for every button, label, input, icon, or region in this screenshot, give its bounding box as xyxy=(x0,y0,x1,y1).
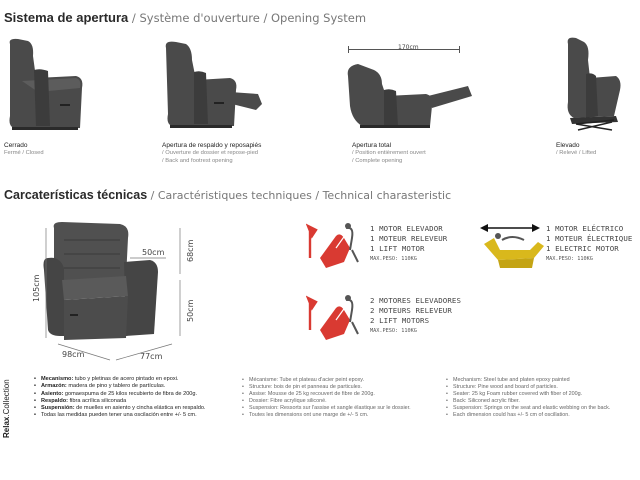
brand-logo xyxy=(2,379,11,438)
brand-bold: Relax xyxy=(2,416,11,438)
spec-es-frame: • Armazón: madera de pino y tablero de partículas. xyxy=(34,383,210,390)
specs-french xyxy=(242,377,412,419)
position-full-sub1: / Position entièrement ouvert xyxy=(352,150,426,156)
position-closed-sub1: Fermé / Closed xyxy=(4,150,44,156)
specs-spanish xyxy=(34,376,210,420)
chair-partial-open-image xyxy=(160,38,270,130)
technical-title xyxy=(4,188,451,202)
double-lift-motor-icon xyxy=(306,290,364,344)
electric-motor-line-en: 1 ELECTRIC MOTOR xyxy=(546,244,619,253)
total-height-label: 105cm xyxy=(32,274,41,302)
dimension-tick-right xyxy=(459,46,460,53)
spec-fr-back: • Dossier: Fibre acrylique siliconé. xyxy=(242,398,412,405)
electric-motor-weight: MAX.PESO: 110KG xyxy=(546,256,593,262)
opening-width-label: 170cm xyxy=(398,44,419,51)
position-lifted-sub1: / Relevé / Lifted xyxy=(556,150,597,156)
spec-en-back: • Back: Siliconed acrylic fiber. xyxy=(446,398,624,405)
seat-height-label: 50cm xyxy=(186,299,195,322)
spec-fr-structure: • Structure: bois de pin et panneau de particules. xyxy=(242,384,412,391)
width-label: 77cm xyxy=(140,352,163,361)
position-closed-title: Cerrado xyxy=(4,142,28,149)
position-full-sub2: / Complete opening xyxy=(352,158,403,164)
double-lift-motor-text xyxy=(370,296,461,334)
single-lift-motor-text xyxy=(370,224,447,262)
chair-lifted-image xyxy=(556,34,640,132)
position-partial-sub1: / Ouverture de dossier et repose-pied xyxy=(162,150,259,156)
electric-motor-text xyxy=(546,224,632,262)
electric-motor-line-fr: 1 MOTEUR ÉLECTRIQUE xyxy=(546,234,633,243)
back-height-label: 68cm xyxy=(186,239,195,262)
chair-full-open-image xyxy=(346,56,476,130)
spec-en-structure: • Structure: Pine wood and board of particles. xyxy=(446,384,624,391)
spec-fr-tolerance: • Toutes les dimensions ont une marge de +/- 5 cm. xyxy=(242,412,412,419)
technical-title-main: Carcaterísticas técnicas xyxy=(4,188,148,202)
dimension-tick-left xyxy=(348,46,349,53)
single-lift-motor-icon xyxy=(306,218,364,272)
specs-english xyxy=(446,377,624,419)
brand-rest: .Collection xyxy=(2,379,11,417)
position-partial-title: Apertura de respaldo y reposapiés xyxy=(162,142,262,149)
chair-dimensions-image xyxy=(40,218,190,368)
opening-system-title-sub: / Système d'ouverture / Opening System xyxy=(128,11,367,25)
spec-fr-seat: • Assise: Mousse de 25 kg recouvert de fibre de 200g. xyxy=(242,391,412,398)
single-motor-weight: MAX.PESO: 110KG xyxy=(370,256,417,262)
position-lifted-title: Elevado xyxy=(556,142,580,149)
single-motor-line-en: 1 LIFT MOTOR xyxy=(370,244,425,253)
single-motor-line-fr: 1 MOTEUR RELEVEUR xyxy=(370,234,448,243)
opening-system-title xyxy=(4,10,366,25)
double-motor-line-fr: 2 MOTEURS RELEVEUR xyxy=(370,306,452,315)
spec-en-suspension: • Suspension: Springs on the seat and elastic webbing on the back. xyxy=(446,405,624,412)
position-partial-caption xyxy=(162,142,261,165)
chair-closed-image xyxy=(0,36,90,131)
double-motor-line-es: 2 MOTORES ELEVADORES xyxy=(370,296,461,305)
electric-motor-line-es: 1 MOTOR ELÉCTRICO xyxy=(546,224,624,233)
spec-es-seat: • Asiento: gomaespuma de 25 kilos recubierto de fibra de 200g. xyxy=(34,391,210,398)
spec-en-tolerance: • Each dimension could has +/- 5 cm of oscillation. xyxy=(446,412,624,419)
electric-motor-icon xyxy=(478,222,548,272)
position-lifted-caption xyxy=(556,142,596,157)
double-motor-weight: MAX.PESO: 110KG xyxy=(370,328,417,334)
spec-es-suspension: • Suspensión: de muelles en asiento y cincha elástica en respaldo. xyxy=(34,405,210,412)
position-closed-caption xyxy=(4,142,44,157)
spec-fr-mechanism: • Mécanisme: Tube et plateau d'acier peint epoxy. xyxy=(242,377,412,384)
single-motor-line-es: 1 MOTOR ELEVADOR xyxy=(370,224,443,233)
spec-es-back: • Respaldo: fibra acrílica siliconada xyxy=(34,398,210,405)
spec-es-mechanism: • Mecanismo: tubo y pletinas de acero pintado en epoxi. xyxy=(34,376,210,383)
double-motor-line-en: 2 LIFT MOTORS xyxy=(370,316,430,325)
spec-fr-suspension: • Suspension: Ressorts sur l'assise et sangle élastique sur le dossier. xyxy=(242,405,412,412)
technical-title-sub: / Caractéristiques techniques / Technical charasteristic xyxy=(147,189,452,202)
spec-en-mechanism: • Mechanism: Steel tube and platen epoxy painted xyxy=(446,377,624,384)
depth-label: 98cm xyxy=(62,350,85,359)
spec-es-tolerance: • Todas las medidas pueden tener una oscilación entre +/- 5 cm. xyxy=(34,412,210,419)
seat-depth-label: 50cm xyxy=(142,248,165,257)
position-full-caption xyxy=(352,142,426,165)
opening-system-title-main: Sistema de apertura xyxy=(4,10,129,25)
spec-en-seat: • Seater: 25 kg Foam rubber covered with fiber of 200g. xyxy=(446,391,624,398)
position-partial-sub2: / Back and footrest opening xyxy=(162,158,233,164)
position-full-title: Apertura total xyxy=(352,142,392,149)
